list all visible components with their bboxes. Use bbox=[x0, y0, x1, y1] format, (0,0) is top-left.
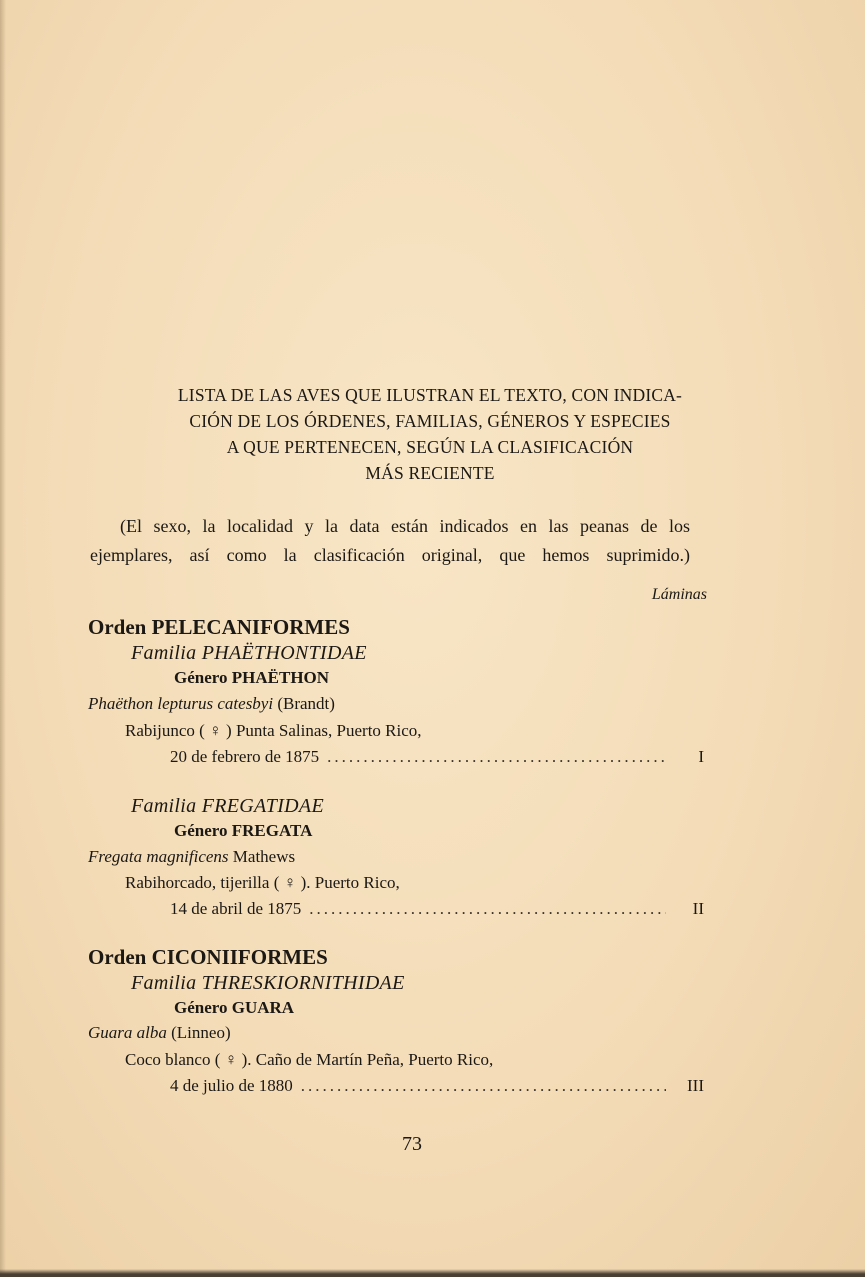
specimen-description: Rabihorcado, tijerilla ( ♀ ). Puerto Rico, bbox=[125, 873, 400, 892]
species-line bbox=[88, 1023, 231, 1043]
title-line: MÁS RECIENTE bbox=[365, 463, 495, 483]
species-author: Mathews bbox=[228, 847, 296, 866]
plate-number: II bbox=[692, 899, 704, 918]
note-line: (El sexo, la localidad y la data están indicados en las peanas de los bbox=[120, 516, 690, 536]
specimen-date: 14 de abril de 1875 bbox=[170, 899, 302, 918]
specimen-date-line bbox=[170, 747, 704, 767]
family-heading: Familia FREGATIDAE bbox=[131, 795, 324, 817]
genus-heading: Género FREGATA bbox=[174, 821, 313, 840]
order-heading: Orden CICONIIFORMES bbox=[88, 945, 328, 969]
dot-leader bbox=[301, 1076, 666, 1096]
specimen-date-line bbox=[170, 1076, 704, 1096]
specimen-date: 4 de julio de 1880 bbox=[170, 1076, 293, 1095]
plate-number: III bbox=[687, 1076, 704, 1095]
species-line bbox=[88, 694, 335, 714]
specimen-description: Rabijunco ( ♀ ) Punta Salinas, Puerto Rico, bbox=[125, 721, 422, 740]
family-heading: Familia PHAËTHONTIDAE bbox=[131, 642, 367, 664]
title-line: CIÓN DE LOS ÓRDENES, FAMILIAS, GÉNEROS Y ESPECIES bbox=[189, 411, 671, 431]
genus-heading: Género GUARA bbox=[174, 998, 295, 1017]
species-line bbox=[88, 847, 295, 867]
species-name: Fregata magnificens bbox=[88, 847, 229, 866]
explanatory-note bbox=[90, 512, 690, 570]
specimen-date: 20 de febrero de 1875 bbox=[170, 747, 320, 766]
order-heading: Orden PELECANIFORMES bbox=[88, 615, 350, 639]
page-left-edge bbox=[0, 0, 6, 1277]
species-author: (Linneo) bbox=[166, 1023, 231, 1042]
page-title bbox=[60, 382, 800, 486]
dot-leader bbox=[309, 899, 666, 919]
species-author: (Brandt) bbox=[273, 694, 335, 713]
note-line: ejemplares, así como la clasificación original, que hemos suprimido.) bbox=[90, 545, 690, 565]
species-name: Guara alba bbox=[88, 1023, 167, 1042]
dot-leader bbox=[327, 747, 666, 767]
family-heading: Familia THRESKIORNITHIDAE bbox=[131, 972, 405, 994]
genus-heading: Género PHAËTHON bbox=[174, 668, 330, 687]
page-bottom-edge bbox=[0, 1269, 865, 1277]
title-line: A QUE PERTENECEN, SEGÚN LA CLASIFICACIÓN bbox=[226, 437, 634, 457]
specimen-date-line bbox=[170, 899, 704, 919]
plates-column-header: Láminas bbox=[651, 586, 707, 603]
species-name: Phaëthon lepturus catesbyi bbox=[88, 694, 274, 713]
specimen-description: Coco blanco ( ♀ ). Caño de Martín Peña, Puerto Rico, bbox=[125, 1050, 494, 1069]
page-number: 73 bbox=[402, 1133, 422, 1155]
plate-number: I bbox=[698, 747, 704, 766]
title-line: LISTA DE LAS AVES QUE ILUSTRAN EL TEXTO, CON INDICA- bbox=[177, 385, 683, 405]
